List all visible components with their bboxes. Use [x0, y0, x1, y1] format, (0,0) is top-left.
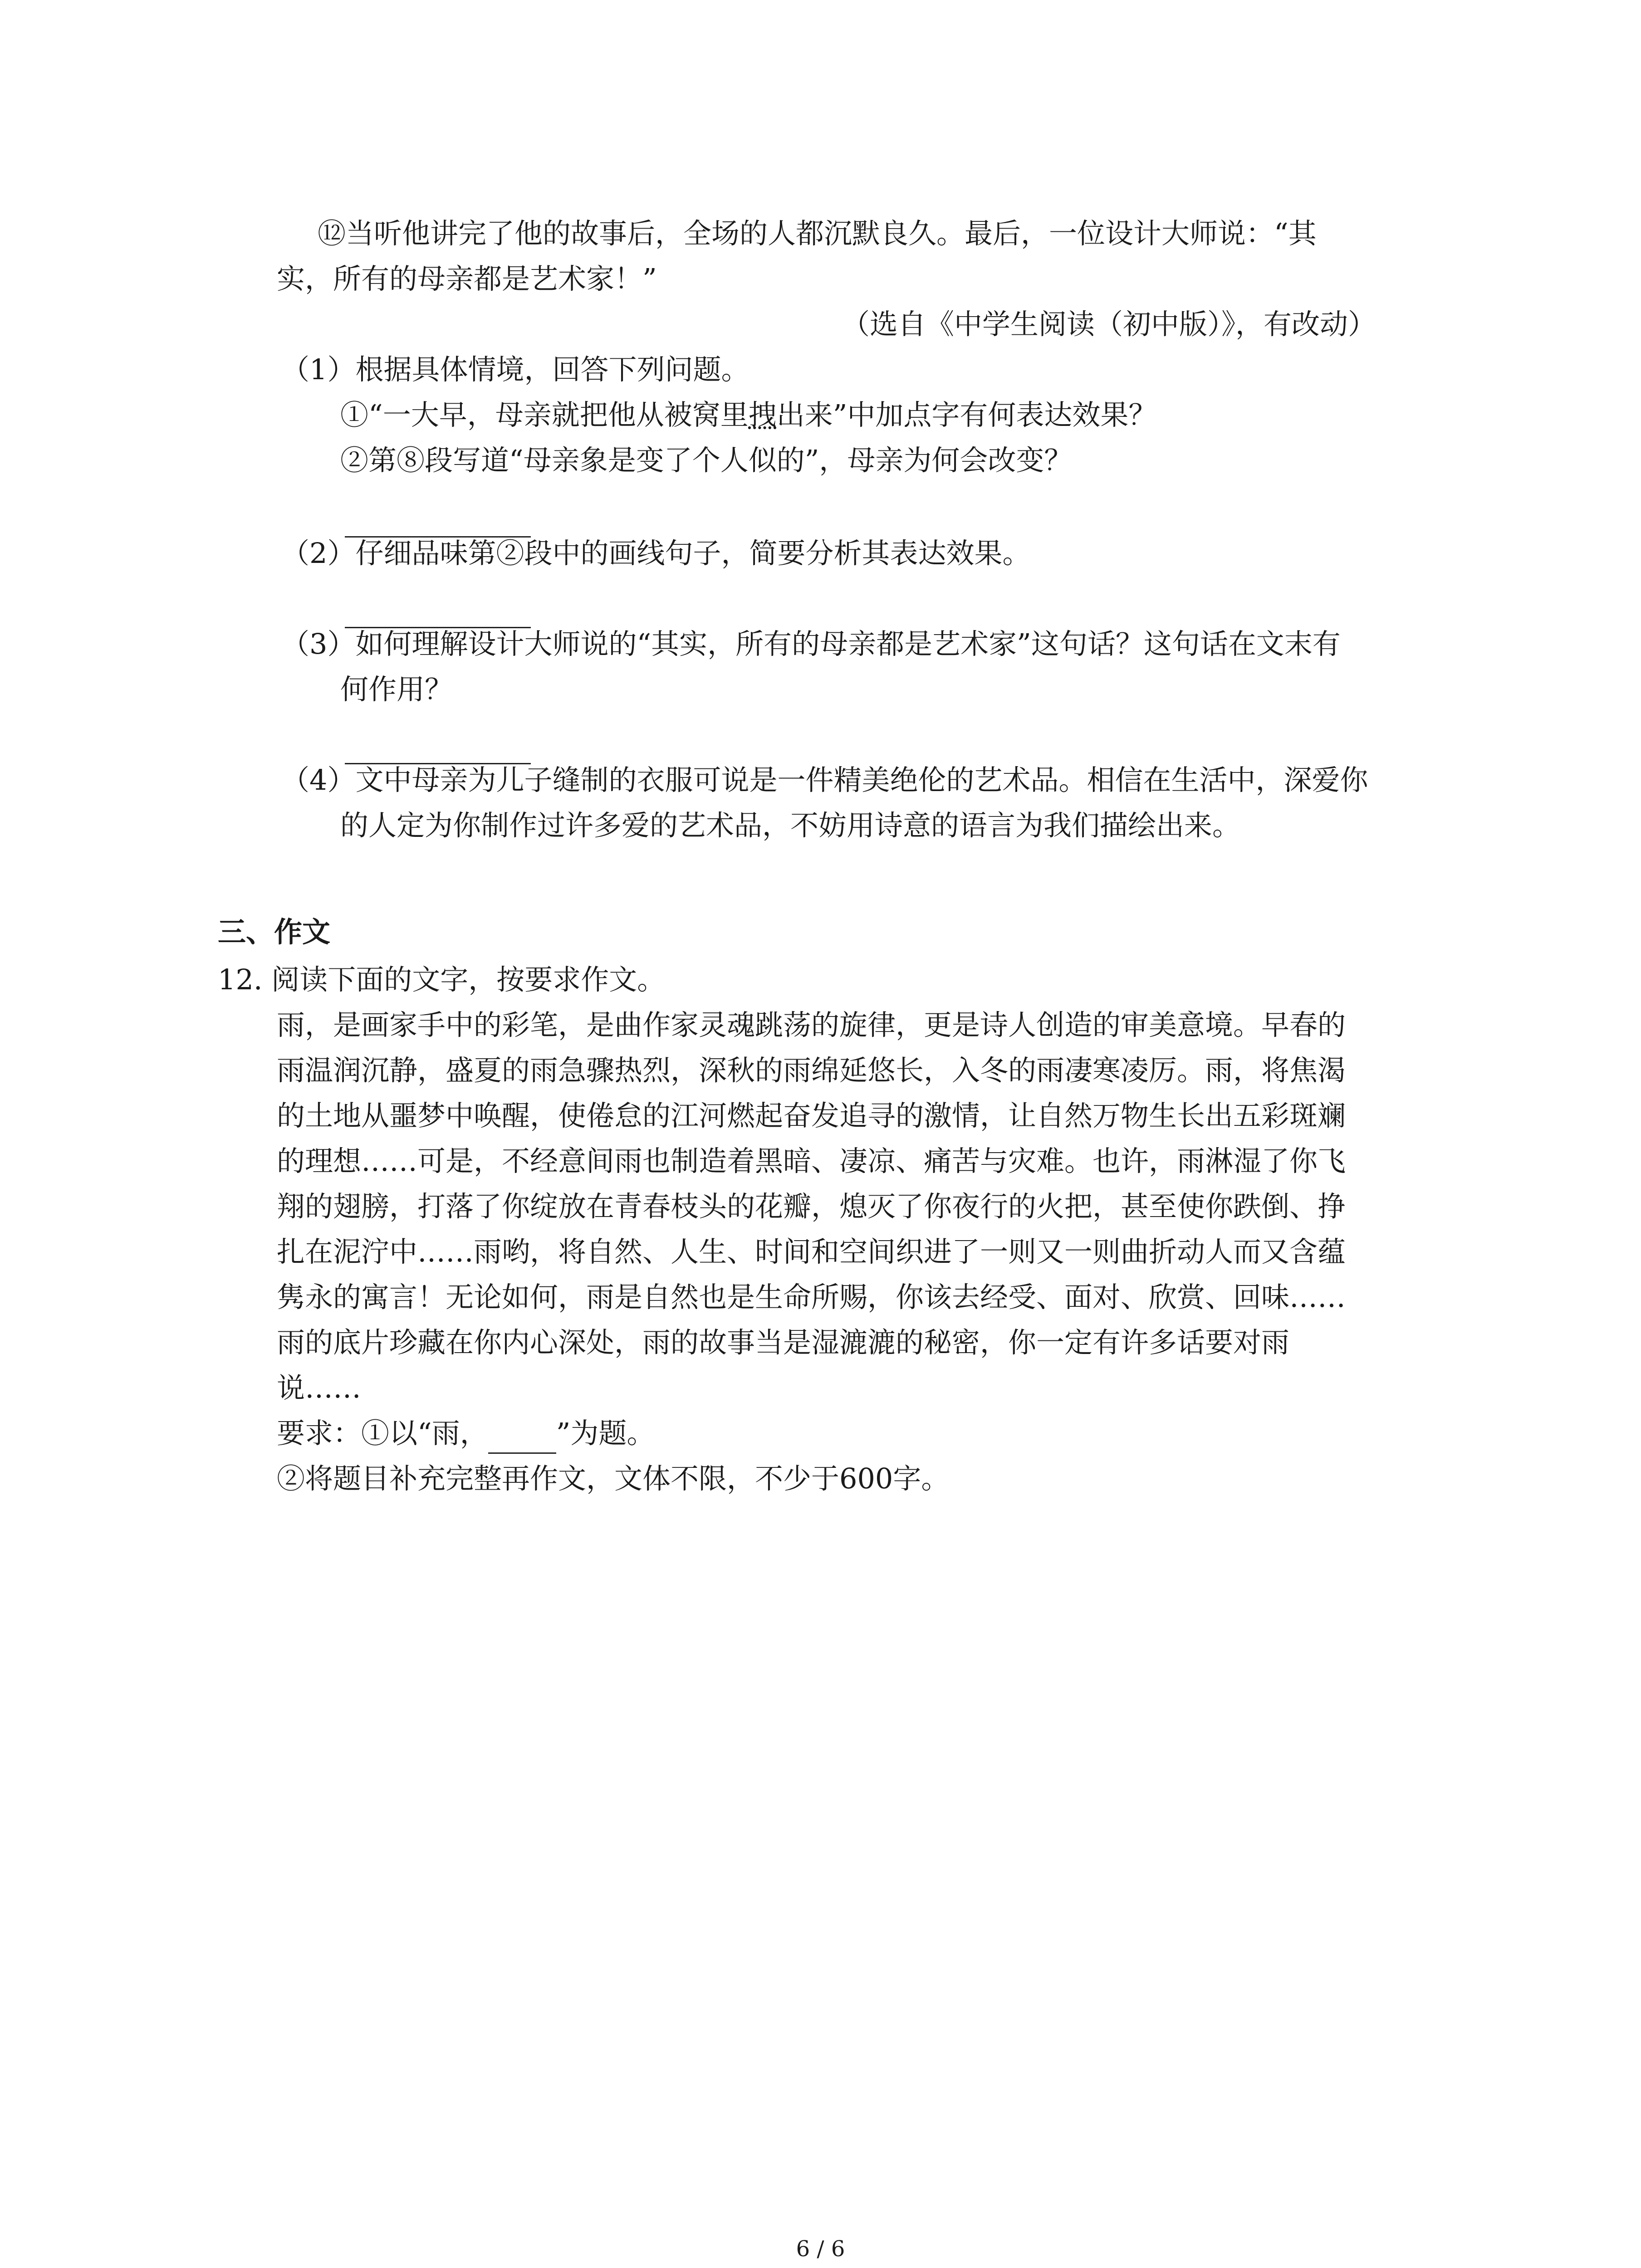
question-3-line2: 何作用？ — [340, 673, 453, 706]
essay-line: 翔的翅膀，打落了你绽放在青春枝头的花瓣，熄灭了你夜行的火把，甚至使你跌倒、挣 — [277, 1190, 1346, 1223]
essay-line: 的理想……可是，不经意间雨也制造着黑暗、凄凉、痛苦与灾难。也许，雨淋湿了你飞 — [277, 1144, 1346, 1178]
passage-source: （选自《中学生阅读（初中版）》，有改动） — [842, 308, 1376, 341]
question-1: （1）根据具体情境，回答下列问题。 — [281, 353, 749, 386]
section-3-heading: 三、作文 — [218, 915, 331, 948]
requirement-1: 要求：①以“雨， ”为题。 — [277, 1413, 655, 1454]
question-2: （2）仔细品味第②段中的画线句子，简要分析其表达效果。 — [281, 537, 1031, 570]
question-1b: ②第⑧段写道“母亲象是变了个人似的”，母亲为何会改变？ — [340, 444, 1073, 477]
dotted-char: 拽 — [748, 398, 777, 431]
essay-line: 雨，是画家手中的彩笔，是曲作家灵魂跳荡的旋律，更是诗人创造的审美意境。早春的 — [277, 1008, 1346, 1041]
passage-p12-line2: 实，所有的母亲都是艺术家！” — [277, 262, 657, 295]
essay-line: 隽永的寓言！无论如何，雨是自然也是生命所赐，你该去经受、面对、欣赏、回味…… — [277, 1281, 1346, 1314]
essay-line: 说…… — [277, 1371, 362, 1404]
essay-line: 雨的底片珍藏在你内心深处，雨的故事当是湿漉漉的秘密，你一定有许多话要对雨 — [277, 1326, 1290, 1359]
question-3-line1: （3）如何理解设计大师说的“其实，所有的母亲都是艺术家”这句话？这句话在文末有 — [281, 627, 1341, 660]
essay-line: 的土地从噩梦中唤醒，使倦怠的江河燃起奋发追寻的激情，让自然万物生长出五彩斑斓 — [277, 1099, 1346, 1132]
requirement-2: ②将题目补充完整再作文，文体不限，不少于600字。 — [277, 1462, 950, 1495]
title-blank[interactable] — [488, 1424, 556, 1454]
essay-line: 扎在泥泞中……雨哟，将自然、人生、时间和空间织进了一则又一则曲折动人而又含蕴 — [277, 1235, 1346, 1268]
question-4-line2: 的人定为你制作过许多爱的艺术品，不妨用诗意的语言为我们描绘出来。 — [340, 809, 1241, 842]
page-number: 6 / 6 — [796, 2236, 845, 2262]
question-1a: ①“一大早，母亲就把他从被窝里拽出来”中加点字有何表达效果？ — [340, 398, 1157, 431]
passage-p12-line1: ⑫当听他讲完了他的故事后，全场的人都沉默良久。最后，一位设计大师说：“其 — [318, 217, 1317, 250]
question-12-intro: 12. 阅读下面的文字，按要求作文。 — [218, 963, 666, 996]
essay-line: 雨温润沉静，盛夏的雨急骤热烈，深秋的雨绵延悠长，入冬的雨凄寒凌厉。雨，将焦渴 — [277, 1054, 1346, 1087]
question-4-line1: （4）文中母亲为儿子缝制的衣服可说是一件精美绝伦的艺术品。相信在生活中，深爱你 — [281, 763, 1368, 797]
